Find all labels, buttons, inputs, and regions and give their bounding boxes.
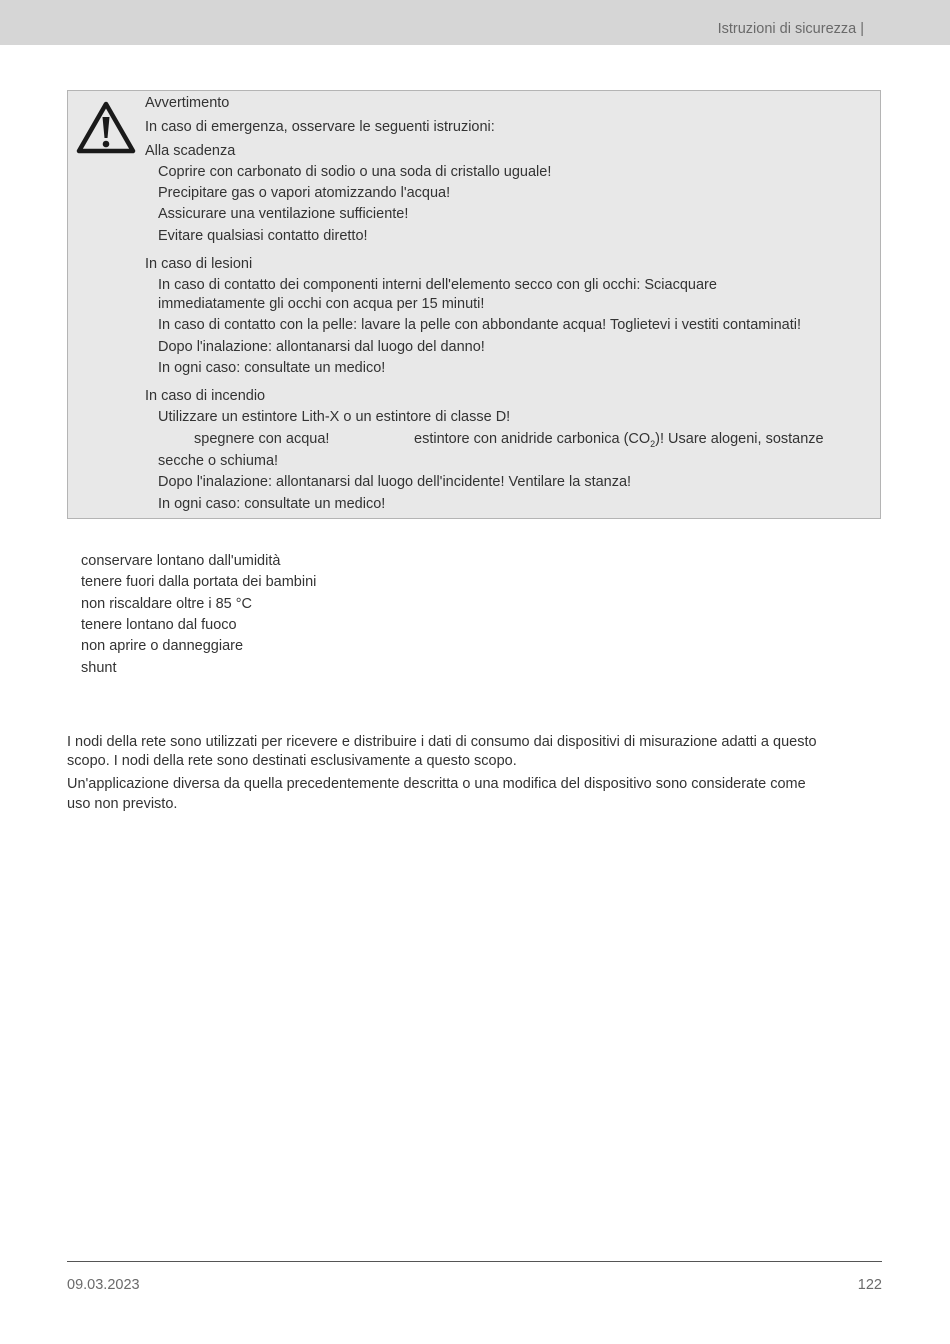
page-header [0, 0, 950, 45]
fire-line-co2 [414, 430, 824, 449]
header-title: Istruzioni di sicurezza | [717, 21, 864, 37]
list-item: Precipitare gas o vapori atomizzando l'acqua! [158, 185, 451, 201]
warning-title: Avvertimento [145, 95, 230, 111]
handling-item: tenere fuori dalla portata dei bambini [81, 574, 317, 590]
paragraph-line: uso non previsto. [67, 796, 178, 812]
handling-item: conservare lontano dall'umidità [81, 553, 281, 569]
section-heading-expiry: Alla scadenza [145, 143, 236, 159]
fire-line-part3: )! Usare alogeni, sostanze [655, 431, 824, 447]
page-number: 122 [857, 1277, 882, 1293]
list-item: Dopo l'inalazione: allontanarsi dal luogo dell'incidente! Ventilare la stanza! [158, 474, 632, 490]
warning-intro: In caso di emergenza, osservare le seguenti istruzioni: [145, 119, 495, 135]
paragraph-line: I nodi della rete sono utilizzati per ricevere e distribuire i dati di consumo dai dispositivi di misurazione adatti a questo [67, 734, 817, 750]
fire-line-part1: spegnere con acqua! [194, 431, 330, 447]
list-item: Utilizzare un estintore Lith-X o un estintore di classe D! [158, 409, 511, 425]
list-item: Assicurare una ventilazione sufficiente! [158, 206, 409, 222]
fire-line-part2: estintore con anidride carbonica (CO [414, 431, 651, 447]
list-item: In caso di contatto dei componenti interni dell'elemento secco con gli occhi: Sciacquare [158, 277, 717, 293]
list-item: In caso di contatto con la pelle: lavare la pelle con abbondante acqua! Toglietevi i vestiti contaminati! [158, 317, 801, 333]
handling-item: shunt [81, 660, 117, 676]
list-item: Coprire con carbonato di sodio o una soda di cristallo uguale! [158, 164, 552, 180]
warning-box [67, 90, 881, 519]
list-item: In ogni caso: consultate un medico! [158, 360, 386, 376]
paragraph-line: scopo. I nodi della rete sono destinati esclusivamente a questo scopo. [67, 753, 517, 769]
list-item: Dopo l'inalazione: allontanarsi dal luogo del danno! [158, 339, 485, 355]
list-item: In ogni caso: consultate un medico! [158, 496, 386, 512]
footer-divider [67, 1261, 882, 1262]
list-item: immediatamente gli occhi con acqua per 15 minuti! [158, 296, 485, 312]
list-item: secche o schiuma! [158, 453, 279, 469]
handling-item: non aprire o danneggiare [81, 638, 244, 654]
list-item: Evitare qualsiasi contatto diretto! [158, 228, 368, 244]
section-heading-fire: In caso di incendio [145, 388, 266, 404]
warning-content [68, 91, 880, 518]
handling-item: non riscaldare oltre i 85 °C [81, 596, 253, 612]
footer-date: 09.03.2023 [67, 1277, 140, 1293]
section-heading-injuries: In caso di lesioni [145, 256, 253, 272]
co2-subscript: 2 [650, 439, 656, 449]
handling-item: tenere lontano dal fuoco [81, 617, 237, 633]
paragraph-line: Un'applicazione diversa da quella precedentemente descritta o una modifica del dispositivo sono considerate come [67, 776, 806, 792]
